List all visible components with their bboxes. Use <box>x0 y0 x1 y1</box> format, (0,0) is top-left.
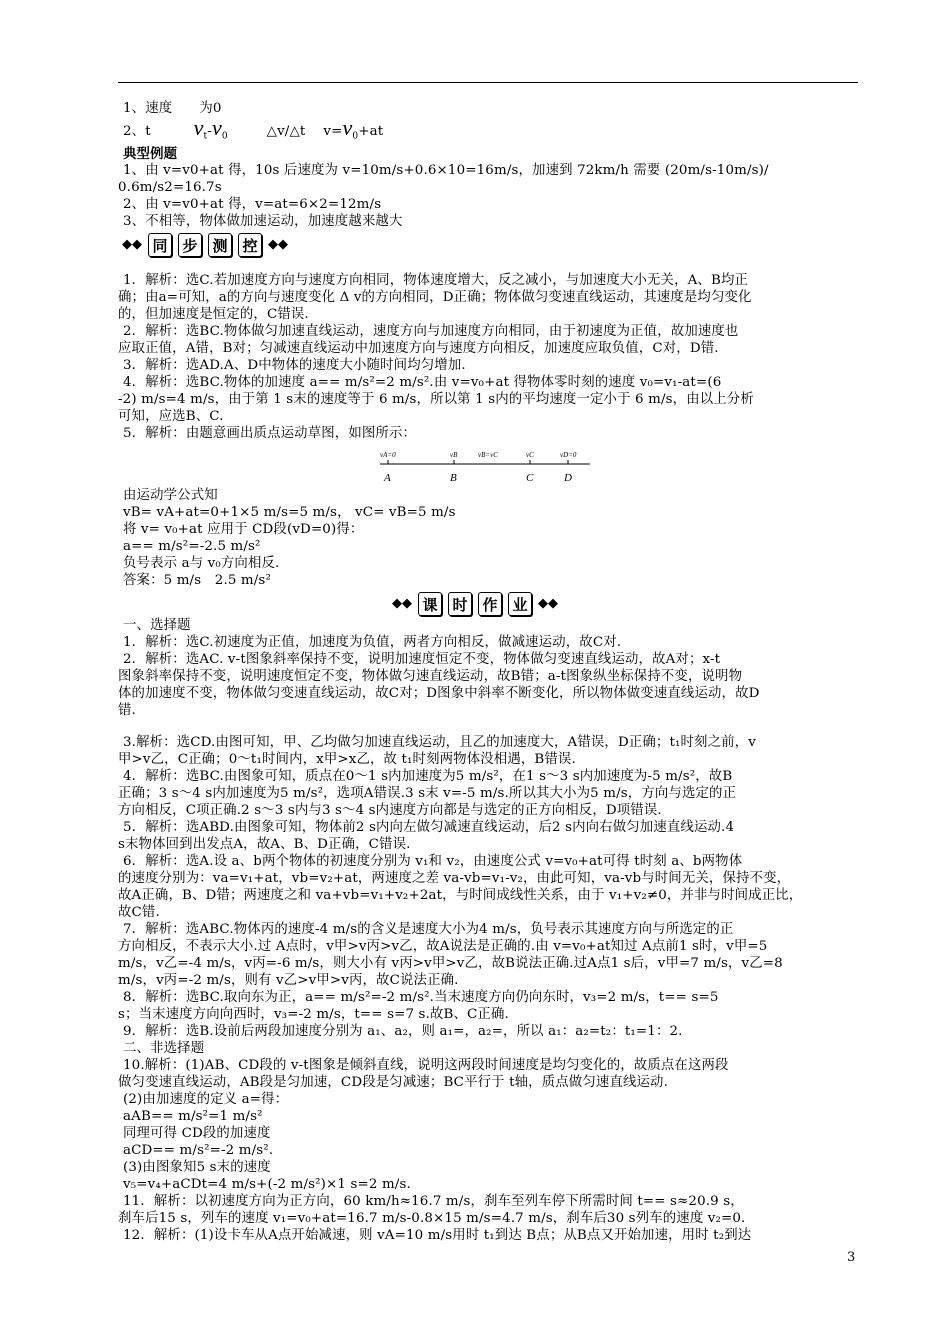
homework-line: (2)由加速度的定义 a=得： <box>123 1092 289 1107</box>
typical-line: 1、由 v=v0+at 得，10s 后速度为 v=10m/s+0.6×10=16m/s，加速到 72km/h 需要 (20m/s-10m/s)/ <box>123 163 769 178</box>
homework-line: 正确；3 s～4 s内加速度为5 m/s²，选项A错误.3 s末 v=-5 m/s.所以其大小为5 m/s，方向与选定的正 <box>118 786 737 801</box>
homework-line: m/s，v乙=-4 m/s，v丙=-6 m/s，则大小有 v丙>v甲>v乙，故B说法正确.过A点1 s后，v甲=7 m/s，v乙=8 <box>118 956 783 971</box>
homework-line: 故C错. <box>118 905 160 920</box>
banner-char: 作 <box>478 592 502 616</box>
motion-sketch-diagram <box>380 446 606 486</box>
sync5-line: 答案：5 m/s 2.5 m/s² <box>123 573 271 588</box>
sync-line: 的，但加速度是恒定的，C错误. <box>118 307 309 322</box>
homework-line: 11．解析：以初速度方向为正方向，60 km/h≈16.7 m/s，刹车至列车停下所需时间 t== s≈20.9 s， <box>123 1194 744 1209</box>
diamond-icon: ◆◆ <box>268 237 288 252</box>
homework-line: 甲>v乙，C正确；0～t₁时间内，x甲>x乙，故 t₁时刻两物体没相遇，B错误. <box>118 752 576 767</box>
homework-line: 图象斜率保持不变，说明速度恒定不变，物体做匀速直线运动，故B错；a-t图象纵坐标保持不变，说明物 <box>118 669 743 684</box>
homework-line: 8．解析：选BC.取向东为正，a== m/s²=-2 m/s².当末速度方向仍向东时，v₃=2 m/s，t== s=5 <box>123 990 719 1005</box>
homework-line: 刹车后15 s，列车的速度 v₁=v₀+at=16.7 m/s-0.8×15 m/s=4.7 m/s，刹车后30 s列车的速度 v₂=0. <box>118 1211 746 1226</box>
sync-line: 应取正值，A错，B对；匀减速直线运动中加速度方向与速度方向相反，加速度应取负值，C对，D错. <box>118 341 719 356</box>
homework-line: 9．解析：选B.设前后两段加速度分别为 a₁、a₂，则 a₁=，a₂=，所以 a₁：a₂=t₂：t₁=1：2. <box>123 1024 683 1039</box>
sync-line: -2) m/s=4 m/s，由于第 1 s末的速度等于 6 m/s，所以第 1 s内的平均速度一定小于 6 m/s，由以上分析 <box>118 392 754 407</box>
page-number: 3 <box>847 1250 856 1265</box>
answer-line-1: 1、速度 为0 <box>123 101 222 116</box>
sync-line: 3．解析：选AD.A、D中物体的速度大小随时间均匀增加. <box>123 358 466 373</box>
formula-rest: △v/△t v= <box>266 124 343 139</box>
formula-minus: - <box>207 124 212 139</box>
banner-char: 同 <box>148 233 172 257</box>
homework-line: 10.解析：(1)AB、CD段的 v-t图象是倾斜直线，说明这两段时间速度是均匀变化的，故质点在这两段 <box>123 1058 729 1073</box>
homework-line: 方向相反，C项正确.2 s～3 s内与3 s～4 s内速度方向都是与选定的正方向相反，D项错误. <box>118 803 662 818</box>
formula-v0-sub: 0 <box>221 131 228 142</box>
homework-line: 故A正确，B、D错；两速度之和 va+vb=v₁+v₂+2at，与时间成线性关系，由于 v₁+v₂≠0，并非与时间成正比， <box>118 888 803 903</box>
sync-line: 可知，应选B、C. <box>118 409 224 424</box>
formula-v: v <box>342 119 353 140</box>
homework-line: 12．解析：(1)设卡车从A点开始减速，则 vA=10 m/s用时 t₁到达 B点；从B点又开始加速，用时 t₂到达 <box>123 1228 752 1243</box>
homework-line: aAB== m/s²=1 m/s² <box>123 1109 263 1124</box>
answer-line-2-prefix: 2、t <box>123 124 151 139</box>
homework-line: 同理可得 CD段的加速度 <box>123 1126 271 1141</box>
typical-heading: 典型例题 <box>123 146 178 162</box>
typical-line: 2、由 v=v0+at 得，v=at=6×2=12m/s <box>123 197 382 212</box>
diamond-icon: ◆◆ <box>538 596 558 611</box>
banner-char: 控 <box>238 233 262 257</box>
homework-line: m/s，v丙=-2 m/s，则有 v乙>v甲>v丙，故C说法正确. <box>118 973 459 988</box>
diamond-icon: ◆◆ <box>122 237 142 252</box>
homework-line: 6．解析：选A.设 a、b两个物体的初速度分别为 v₁和 v₂，由速度公式 v=v₀+at可得 t时刻 a、b两物体 <box>123 854 743 869</box>
homework-heading: 一、选择题 <box>123 618 191 633</box>
sync-line: 4．解析：选BC.物体的加速度 a== m/s²=2 m/s².由 v=v₀+at 得物体零时刻的速度 v₀=v₁-at=(6 <box>123 375 722 390</box>
diagram-label-top: vB <box>450 451 458 459</box>
formula-v-sub: 0 <box>352 131 359 142</box>
diamond-icon: ◆◆ <box>392 596 412 611</box>
sync-line: 确；由a=可知，a的方向与速度变化 Δ v的方向相同，D正确；物体做匀变速直线运动，其速度是均匀变化 <box>118 290 752 305</box>
sync-line: 1．解析：选C.若加速度方向与速度方向相同，物体速度增大，反之减小，与加速度大小无关，A、B均正 <box>123 273 749 288</box>
sync-line: 2．解析：选BC.物体做匀加速直线运动，速度方向与加速度方向相同，由于初速度为正值，故加速度也 <box>123 324 739 339</box>
homework-line: 做匀变速直线运动，AB段是匀加速，CD段是匀减速；BC平行于 t轴，质点做匀速直线运动. <box>118 1075 668 1090</box>
homework-line: 错. <box>118 703 136 718</box>
diagram-label-top: vA=0 <box>380 451 396 459</box>
homework-line: aCD== m/s²=-2 m/s². <box>123 1143 274 1158</box>
diagram-label-top: vC <box>526 451 534 459</box>
homework-line: v₅=v₄+aCDt=4 m/s+(-2 m/s²)×1 s=2 m/s. <box>123 1177 411 1192</box>
formula-vt-sub: t <box>203 131 208 142</box>
typical-line: 3、不相等，物体做加速运动，加速度越来越大 <box>123 214 403 229</box>
answer-line-2 <box>118 119 865 146</box>
banner-char: 步 <box>178 233 202 257</box>
homework-line: 4．解析：选BC.由图象可知，质点在0～1 s内加速度为5 m/s²，在1 s～3 s内加速度为-5 m/s²，故B <box>123 769 733 784</box>
sync5-line: vB= vA+at=0+1×5 m/s=5 m/s， vC= vB=5 m/s <box>123 505 456 520</box>
header-rule <box>118 82 858 83</box>
typical-line: 0.6m/s2=16.7s <box>118 180 222 195</box>
homework-line: 7．解析：选ABC.物体丙的速度-4 m/s的含义是速度大小为4 m/s，负号表示其速度方向与所选定的正 <box>123 922 734 937</box>
formula-tail: +at <box>358 124 384 139</box>
banner-char: 课 <box>418 592 442 616</box>
diagram-label-point: D <box>564 472 572 484</box>
homework-line: 3.解析：选CD.由图可知，甲、乙均做匀加速直线运动，且乙的加速度大，A错误，D正确；t₁时刻之前，v <box>123 735 756 750</box>
banner-char: 业 <box>508 592 532 616</box>
homework-line: 的速度分别为：va=v₁+at，vb=v₂+at，两速度之差 va-vb=v₁-v₂，由此可知，va-vb与时间无关，保持不变， <box>118 871 791 886</box>
homework-line: (3)由图象知5 s末的速度 <box>123 1160 271 1175</box>
diagram-label-point: A <box>384 472 391 484</box>
sync-line: 5．解析：由题意画出质点运动草图，如图所示： <box>123 426 417 441</box>
homework-line: 体的加速度不变，物体做匀变速直线运动，故C对；D图象中斜率不断变化，所以物体做变速直线运动，故D <box>118 686 760 701</box>
banner-char: 测 <box>208 233 232 257</box>
sync5-line: a== m/s²=-2.5 m/s² <box>123 539 261 554</box>
homework-line: s末物体回到出发点A，故A、B、D正确，C错误. <box>118 837 411 852</box>
banner-char: 时 <box>448 592 472 616</box>
homework-line: 二、非选择题 <box>123 1041 205 1056</box>
sync5-line: 将 v= v₀+at 应用于 CD段(vD=0)得： <box>123 522 364 537</box>
diagram-label-point: B <box>450 472 457 484</box>
sync5-line: 由运动学公式知 <box>123 488 218 503</box>
diagram-label-top: vD=0 <box>560 451 577 459</box>
diagram-label-point: C <box>526 472 534 484</box>
homework-line: 方向相反，不表示大小.过 A点时，v甲>v丙>v乙，故A说法是正确的.由 v=v₀+at知过 A点前1 s时，v甲=5 <box>118 939 768 954</box>
homework-line: s；当末速度方向向西时，v₃=-2 m/s，t== s=7 s.故B、C正确. <box>118 1007 509 1022</box>
diagram-label-top: vB=vC <box>478 451 498 459</box>
formula-v0: v <box>211 119 222 140</box>
homework-line: 2．解析：选AC. v-t图象斜率保持不变，说明加速度恒定不变，物体做匀变速直线运动，故A对；x-t <box>123 652 721 667</box>
formula-vt: v <box>193 119 204 140</box>
homework-line: 5．解析：选ABD.由图象可知，物体前2 s内向左做匀减速直线运动，后2 s内向右做匀加速直线运动.4 <box>123 820 735 835</box>
section-banner-sync <box>122 233 288 257</box>
section-banner-homework <box>392 592 558 616</box>
homework-line: 1．解析：选C.初速度为正值，加速度为负值，两者方向相反，做减速运动，故C对. <box>123 635 622 650</box>
sync5-line: 负号表示 a与 v₀方向相反. <box>123 556 280 571</box>
